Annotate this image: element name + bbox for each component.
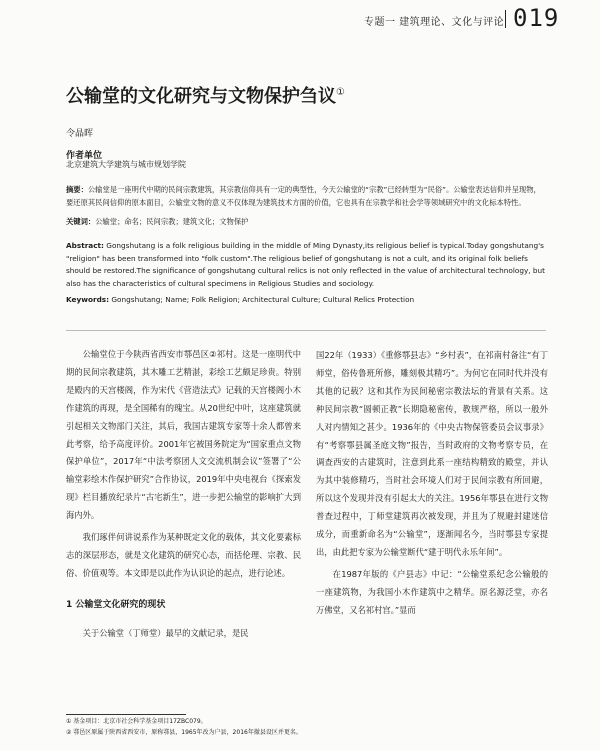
footnotes [66, 716, 548, 738]
body-paragraph: 公输堂位于今陕西省西安市鄠邑区②祁村。这是一座明代中期的民间宗教建筑，其木雕工艺精湛，彩绘工艺颇足珍贵。特别是殿内的天宫楼阁，作为宋代《营造法式》记载的天宫楼阁小木作建筑的再现，是全国稀有的瑰宝。从20世纪中叶，这座建筑就引起相关文物部门关注，其后，我国古建筑专家等十余人都曾来此考察，给予高度评价。2001年它被国务院定为“国家重点文物保护单位”，2017年“中法考察团人文交流机制会议”签署了“公输堂彩绘木作保护研究”合作协议，2019年中央电视台《探索发现》栏目播放纪录片“古宅新生”，进一步把公输堂的影响扩大到海内外。 [66, 349, 301, 521]
body-column-left [66, 346, 301, 647]
abstract-cn-text: 公输堂是一座明代中期的民间宗教建筑，其宗教信仰具有一定的典型性，今天公输堂的“宗教”已经转型为“民俗”。公输堂表达信仰并呈现物，要还原其民间信仰的原本面目，公输堂文物的意义不仅体现为建筑技术方面的价值，它也具有在宗教学和社会学等领域研究中的文化标本特性。 [66, 185, 541, 207]
body-paragraph: 国22年（1933）《重修鄠县志》“乡村表”，在祁南村备注“有丁师堂，俗传鲁班所修，雕刻极其精巧”。为何它在同时代并没有其他的记载？这和其作为民间秘密宗教法坛的背景有关系。这种民间宗教“圆顿正教”长期隐秘密传，教规严格，所以一般外人对内情知之甚少。1936年的《中央古物保管委员会议事录》有“考察鄠县属圣庭文物”报告，当时政府的文物考察专员，在调查西安的古建筑时，注意到此系一座结构精致的殿堂，并认为其中装修精巧，当时社会环境人们对于民间宗教有所回避，所以这个发现并没有引起太大的关注。1956年鄠县在进行文物普查过程中，丁师堂建筑再次被发现，并且为了规避封建迷信成分，而重新命名为“公输堂”，逐渐闻名今，当时鄠县专家提出，由此把专家为公输堂断代“建于明代永乐年间”。 [316, 350, 548, 557]
body-column-right [316, 347, 548, 624]
body-paragraph: 我们琢伴何讲说系作为某种既定文化的载体，其文化要素标志的深层形态，就是文化建筑的研究心态，而括伦理、宗教、民俗、价值观等。本文即是以此作为认识论的起点，进行论述。 [66, 532, 301, 578]
title-footnote-mark: ① [336, 87, 345, 98]
abstract-english [66, 240, 548, 290]
affiliation-value: 北京建筑大学建筑与城市规划学院 [66, 160, 186, 169]
abstract-en-text: Gongshutang is a folk religious building in the middle of Ming Dynasty,its religious belief is typical.Today gongshutang's "religion" has been transformed into "folk custom".The religious belief of gongshutang is not a cult, and its original folk beliefs should be restored.The significance of gongshutang cultural relics is not only reflected in the value of architectural technology, but also has the characteristics of cultural specimens in Religious Studies and sociology. [66, 241, 546, 288]
header-divider [505, 10, 506, 28]
footnote: ① 基金项目：北京市社会科学基金项目17ZBC079。 [66, 718, 207, 725]
footnote-divider [66, 714, 186, 715]
author-name: 令晶晖 [66, 129, 94, 139]
keywords-en-text: Gongshutang; Name; Folk Religion; Architectural Culture; Cultural Relics Protection [111, 295, 415, 304]
running-header-section: 专题一 建筑理论、文化与评论 [364, 17, 505, 28]
abstract-en-label: Abstract: [66, 241, 104, 250]
keywords-cn-text: 公输堂；命名；民间宗教；建筑文化；文物保护 [95, 217, 249, 226]
keywords-chinese [66, 216, 548, 229]
footnote: ② 鄠邑区原属于陕西省西安市，原称鄠县，1965年改为户县，2016年撤县设区并更名。 [66, 729, 302, 736]
affiliation-label: 作者单位 [66, 151, 103, 161]
keywords-en-label: Keywords: [66, 295, 110, 304]
article-title [66, 82, 345, 108]
body-paragraph: 关于公输堂（丁师堂）最早的文献记录，是民 [82, 627, 249, 638]
page-number: 019 [513, 4, 560, 32]
section-heading: 1 公输堂文化研究的现状 [66, 599, 166, 610]
keywords-english [66, 294, 548, 307]
keywords-cn-label: 关键词： [66, 217, 96, 226]
abstract-divider [66, 330, 546, 331]
abstract-chinese [66, 184, 548, 209]
body-paragraph: 在1987年版的《户县志》中记：“公输堂系纪念公输般的一座建筑物，为我国小木作建筑中之精华。原名源泛堂，亦名万佛堂，又名祁村宫。”显而 [316, 568, 548, 615]
abstract-cn-label: 摘要： [66, 185, 88, 194]
title-text: 公输堂的文化研究与文物保护刍议 [66, 86, 336, 107]
